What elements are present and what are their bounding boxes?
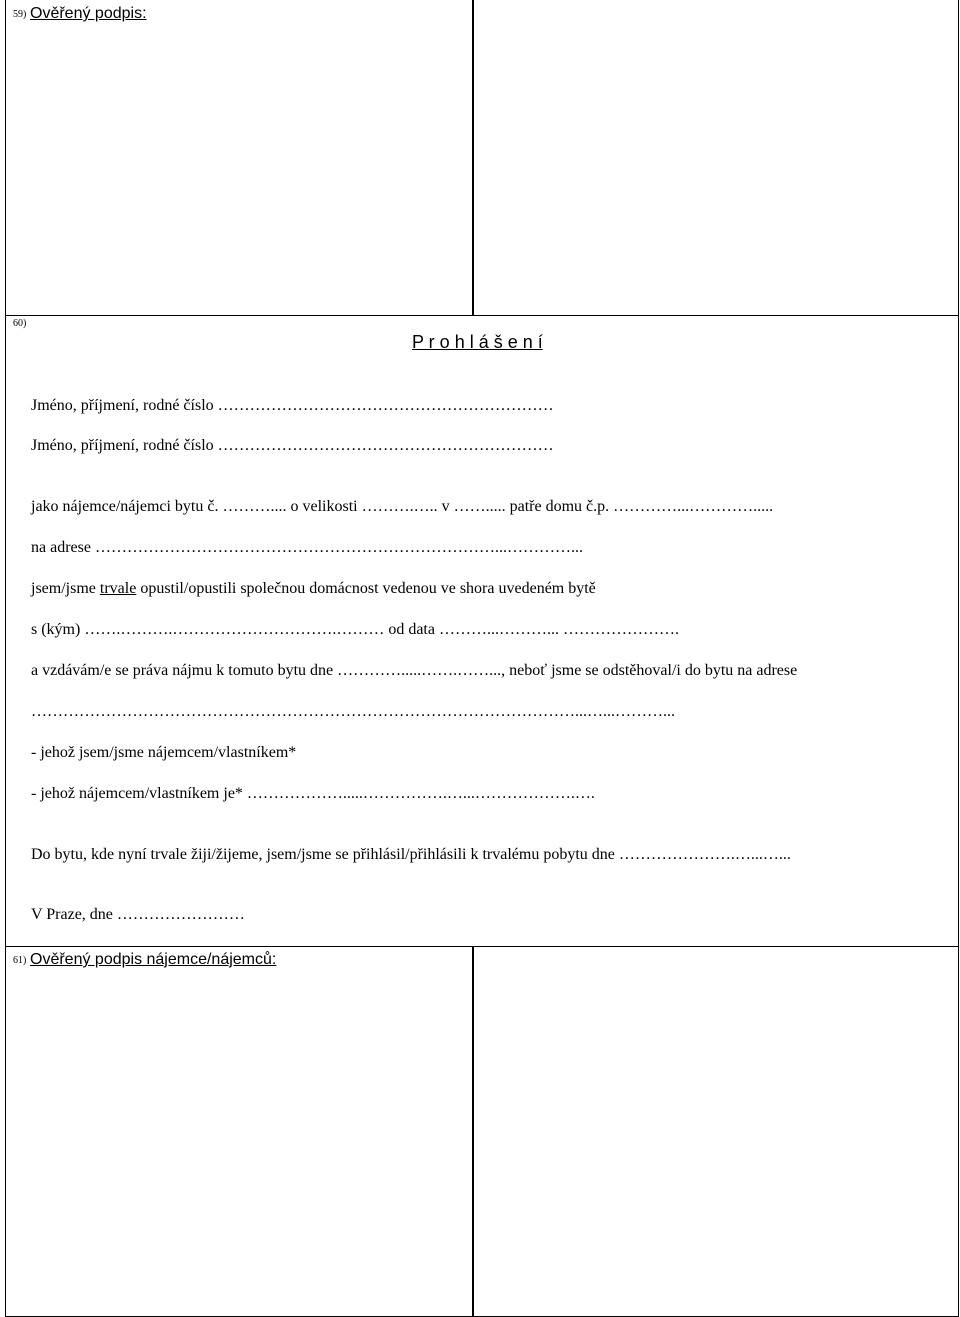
address-line: na adrese …………………………………………………………………...…………... (31, 539, 583, 556)
whose-tenant-line: - jehož jsem/jsme nájemcem/vlastníkem* (31, 744, 297, 761)
section-61-box (5, 946, 959, 1317)
section-59-number: 59) (13, 9, 27, 20)
residence-line: Do bytu, kde nyní trvale žiji/žijeme, jsem/jsme se přihlásil/přihlásili k trvalému pobytu dne ………………….…...…... (31, 846, 791, 863)
place-date-line: V Praze, dne …………………… (31, 906, 245, 923)
section-59-box (5, 0, 959, 316)
moved-out-line (31, 579, 596, 599)
with-whom-line: s (kým) …….……….………………………….……… od data ………...………... …………………. (31, 621, 679, 638)
moved-out-suffix: opustil/opustili společnou domácnost vedenou ve shora uvedeném bytě (136, 580, 596, 597)
tenant-line: jako nájemce/nájemci bytu č. ……….... o velikosti ……….….. v ……..... patře domu č.p. …………...…………..... (31, 498, 774, 515)
section-59-divider (472, 0, 474, 316)
section-61-divider (472, 946, 474, 1317)
name-line-1: Jméno, příjmení, rodné číslo ……………………………………………………… (31, 397, 554, 414)
section-61-label: Ověřený podpis nájemce/nájemců: (30, 951, 277, 968)
whose-owner-line: - jehož nájemcem/vlastníkem je* ……………….....…………….…...……………….…. (31, 785, 595, 802)
waive-line: a vzdávám/e se práva nájmu k tomuto bytu dne ………….....…….……..., neboť jsme se odstěhoval/i do bytu na adrese (31, 662, 798, 679)
section-61-number: 61) (13, 955, 27, 966)
section-60-number: 60) (13, 318, 27, 329)
moved-out-underlined: trvale (99, 580, 137, 597)
moved-out-prefix: jsem/jsme (31, 580, 100, 597)
waive-continuation-line: …………………………………………………………………………………………...…...………... (31, 703, 675, 720)
name-line-2: Jméno, příjmení, rodné číslo ……………………………………………………… (31, 437, 554, 454)
section-59-label: Ověřený podpis: (30, 5, 147, 22)
declaration-title: P r o h l á š e n í (412, 332, 543, 352)
